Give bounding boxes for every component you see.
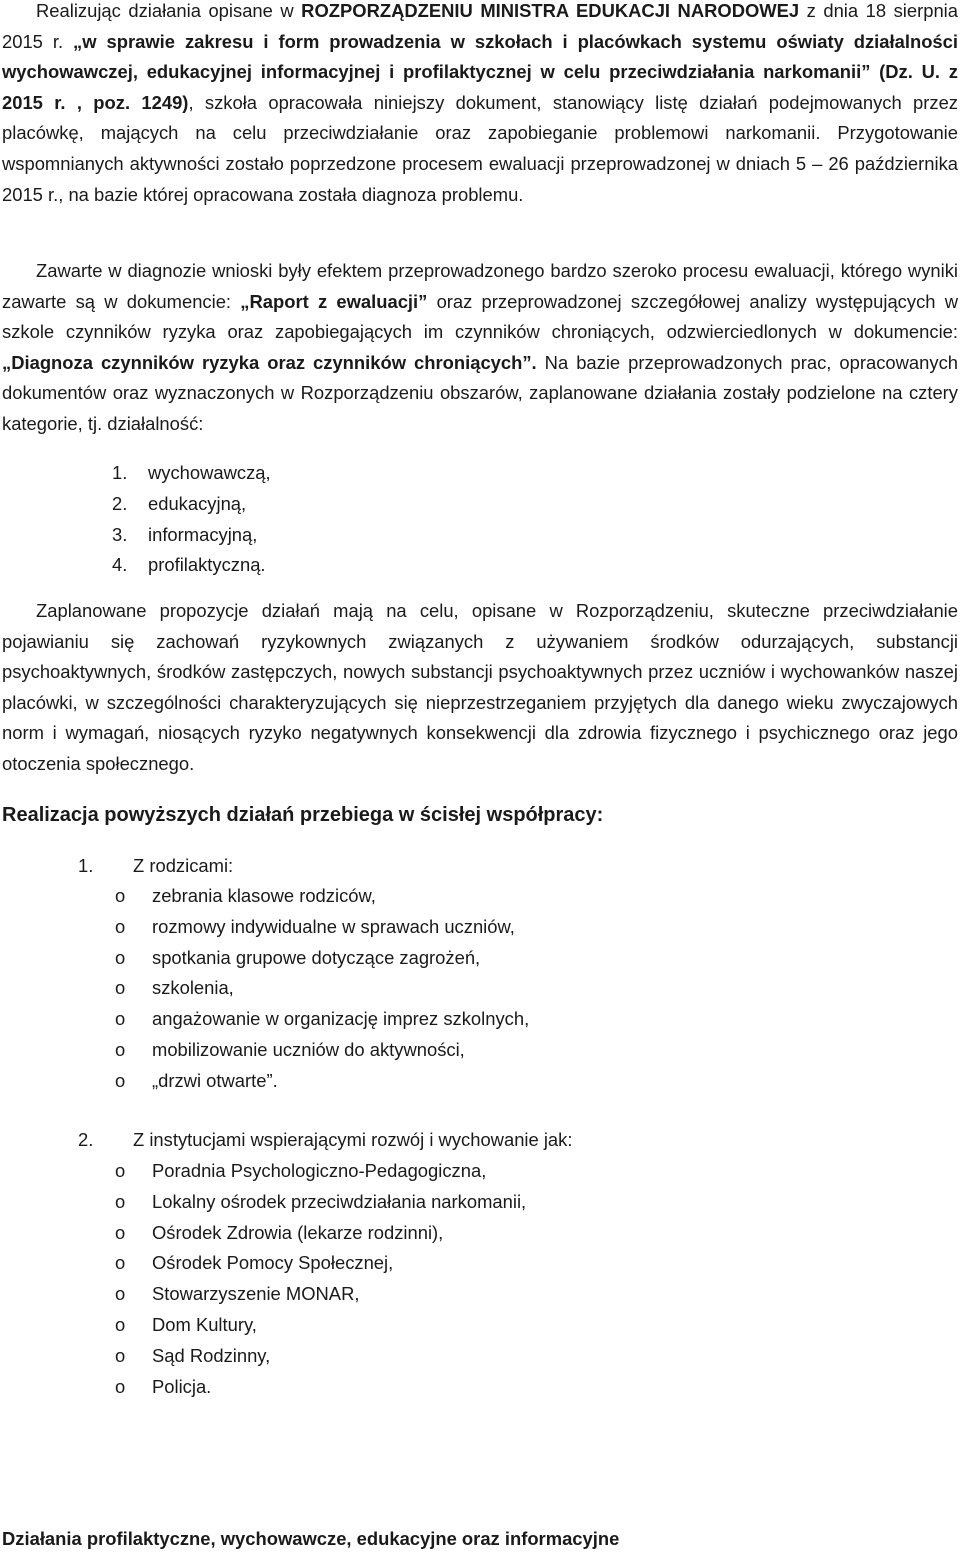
list-item [115, 1372, 526, 1403]
list-item-label: Policja. [152, 1375, 212, 1397]
bullet-icon: o [115, 1344, 126, 1366]
list-item-label: Lokalny ośrodek przeciwdziałania narkomanii, [152, 1190, 527, 1212]
intro-text-3: , szkoła opracowała niniejszy dokument, stanowiący listę działań podejmowanych przez placówkę, mających na celu przeciwdziałanie oraz zapobieganie problemowi narkomanii. Przygotowanie wspomnianych aktywności zostało poprzedzone procesem ewaluacji przeprowadzonej w dniach 5 – 26 października 2015 r., na bazie której opracowana została diagnoza problemu. [2, 91, 958, 205]
activity-categories-list [112, 458, 271, 581]
bullet-icon: o [115, 1160, 126, 1181]
bullet-icon: o [115, 1313, 126, 1335]
regulation-title: ROZPORZĄDZENIU MINISTRA EDUKACJI NARODOWEJ [301, 0, 800, 21]
list-number: 2. [112, 492, 128, 514]
list-item [115, 943, 529, 974]
list-item-label: mobilizowanie uczniów do aktywności, [152, 1038, 465, 1060]
list-item-label: Sąd Rodzinny, [152, 1344, 271, 1366]
list-item [115, 1279, 526, 1310]
institutions-group-title [78, 1125, 572, 1156]
bullet-icon: o [115, 885, 126, 906]
list-item [112, 489, 271, 520]
list-item-label: Ośrodek Zdrowia (lekarze rodzinni), [152, 1221, 444, 1243]
intro-paragraph [2, 0, 958, 210]
diagnosis-text-2: oraz przeprowadzonej szczegółowej analizy występujących w szkole czynników ryzyka oraz zapobiegających im czynników chroniących, odzwierciedlonych w dokumencie: [2, 290, 959, 343]
list-item-label: profilaktyczną. [148, 554, 266, 576]
list-item [115, 1066, 529, 1097]
bullet-icon: o [115, 1375, 126, 1397]
bullet-icon: o [115, 1190, 126, 1212]
list-item-label: Ośrodek Pomocy Społecznej, [152, 1252, 394, 1274]
list-number: 4. [112, 554, 128, 576]
bullet-icon: o [115, 1069, 126, 1091]
parents-group-title [78, 851, 233, 882]
list-item-label: Poradnia Psychologiczno-Pedagogiczna, [152, 1160, 487, 1181]
bullet-icon: o [115, 1008, 126, 1030]
list-item-label: wychowawczą, [148, 462, 271, 483]
list-item [115, 1248, 526, 1279]
list-number: 3. [112, 523, 128, 545]
list-item-label: informacyjną, [148, 523, 258, 545]
list-item [115, 1187, 526, 1218]
list-item-label: Dom Kultury, [152, 1313, 257, 1335]
regulation-subject: „w sprawie zakresu i form prowadzenia w szkołach i placówkach systemu oświaty działalności wychowawczej, edukacyjnej informacyjnej i profilaktycznej w celu przeciwdziałania narkomanii” (Dz. U. z 2015 r. , poz. 1249) [2, 30, 959, 113]
list-item-label: spotkania grupowe dotyczące zagrożeń, [152, 946, 481, 968]
institutions-cooperation-list [115, 1156, 526, 1402]
report-reference: „Raport z ewaluacji” [240, 290, 428, 312]
list-item [115, 973, 529, 1004]
list-item [115, 881, 529, 912]
list-item [115, 912, 529, 943]
bullet-icon: o [115, 915, 126, 937]
list-item-label: zebrania klasowe rodziców, [152, 885, 376, 906]
diagnosis-reference: „Diagnoza czynników ryzyka oraz czynników chroniących”. [2, 351, 537, 373]
bullet-icon: o [115, 946, 126, 968]
diagnosis-paragraph [2, 256, 958, 440]
bullet-icon: o [115, 1252, 126, 1274]
list-number: 1. [112, 462, 128, 483]
group-number: 2. [78, 1129, 94, 1150]
diagnosis-text-3: Na bazie przeprowadzonych prac, opracowanych dokumentów oraz wyznaczonych w Rozporządzeniu obszarów, zaplanowane działania zostały podzielone na cztery kategorie, tj. działalność: [2, 351, 958, 434]
bullet-icon: o [115, 1221, 126, 1243]
list-item-label: edukacyjną, [148, 492, 247, 514]
list-item [115, 1341, 526, 1372]
list-item-label: szkolenia, [152, 977, 234, 999]
list-item [115, 1310, 526, 1341]
group-label: Z instytucjami wspierającymi rozwój i wychowanie jak: [133, 1129, 573, 1150]
list-item-label: angażowanie w organizację imprez szkolnych, [152, 1008, 530, 1030]
group-label: Z rodzicami: [133, 855, 234, 876]
intro-text-1: Realizując działania opisane w [36, 0, 302, 21]
diagnosis-text-1: Zawarte w diagnozie wnioski były efektem przeprowadzonego bardzo szeroko procesu ewaluacji, którego wyniki zawarte są w dokumencie: [2, 260, 958, 312]
list-item [115, 1218, 526, 1249]
list-item [115, 1156, 526, 1187]
list-item [112, 458, 271, 489]
bullet-icon: o [115, 1038, 126, 1060]
cooperation-heading: Realizacja powyższych działań przebiega w ścisłej współpracy: [2, 804, 604, 826]
list-item-label: Stowarzyszenie MONAR, [152, 1283, 360, 1305]
section-heading: Działania profilaktyczne, wychowawcze, edukacyjne oraz informacyjne [2, 1528, 620, 1549]
list-item-label: „drzwi otwarte”. [152, 1069, 278, 1091]
list-item-label: rozmowy indywidualne w sprawach uczniów, [152, 915, 515, 937]
parents-cooperation-list [115, 881, 529, 1097]
list-item [115, 1004, 529, 1035]
bullet-icon: o [115, 1283, 126, 1305]
group-number: 1. [78, 855, 94, 876]
bullet-icon: o [115, 977, 126, 999]
list-item [112, 520, 271, 551]
list-item [112, 550, 271, 581]
list-item [115, 1035, 529, 1066]
goals-paragraph: Zaplanowane propozycje działań mają na celu, opisane w Rozporządzeniu, skuteczne przeciwdziałanie pojawianiu się zachowań ryzykownych związanych z używaniem środków odurzających, substancji psychoaktywnych, środków zastępczych, nowych substancji psychoaktywnych przez uczniów i wychowanków naszej placówki, w szczególności charakteryzujących się nieprzestrzeganiem przyjętych dla danego wieku zwyczajowych norm i wymagań, niosących ryzyko negatywnych konsekwencji dla zdrowia fizycznego i psychicznego oraz jego otoczenia społecznego. [2, 600, 958, 774]
intro-text-2: z dnia 18 sierpnia 2015 r. [2, 0, 958, 52]
